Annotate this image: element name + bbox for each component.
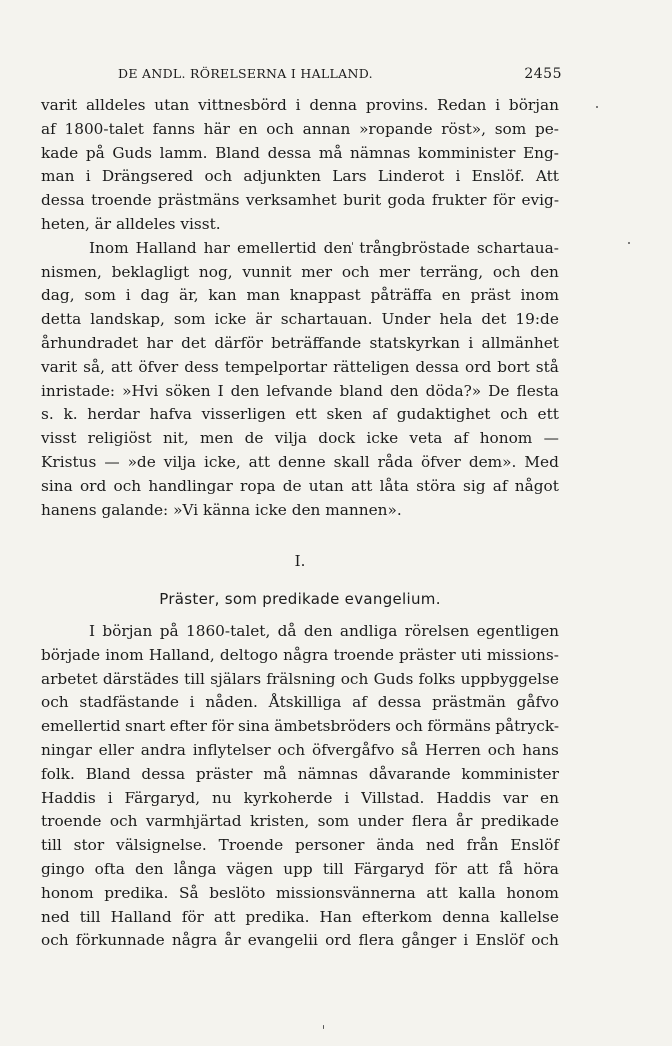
text-line: århundradet har det därför beträffande statskyrkan i allmänhet <box>41 333 559 352</box>
text-line: Haddis i Färgaryd, nu kyrkoherde i Villstad. Haddis var en <box>41 788 559 807</box>
paragraph-1 <box>41 94 559 237</box>
text-line: och stadfästande i nåden. Åtskilliga af dessa prästmän gåfvo <box>41 693 559 712</box>
text-line: kade på Guds lamm. Bland dessa må nämnas komminister Eng- <box>41 143 559 162</box>
text-line: ningar eller andra inflytelser och öfvergåfvo så Herren och hans <box>41 740 559 759</box>
text-line: folk. Bland dessa präster må nämnas dåvarande komminister <box>41 764 559 783</box>
text-line: visst religiöst nit, men de vilja dock icke veta af honom — <box>41 429 559 448</box>
text-line: emellertid snart efter för sina ämbetsbröders och förmäns påtryck- <box>41 717 559 736</box>
text-block-top <box>41 94 559 522</box>
text-line: man i Drängsered och adjunkten Lars Linderot i Enslöf. Att <box>41 167 559 186</box>
text-line: arbetet därstädes till själars frälsning och Guds folks uppbyggelse <box>41 669 559 688</box>
scan-speck <box>352 242 353 245</box>
text-line: heten, är alldeles visst. <box>41 214 221 233</box>
text-line: I början på 1860-talet, då den andliga rörelsen egentligen <box>89 622 559 640</box>
scan-speck <box>628 242 630 244</box>
text-line: gingo ofta den långa vägen upp till Färgaryd för att få höra <box>41 859 559 878</box>
section-title: Präster, som predikade evangelium. <box>159 590 441 608</box>
running-header <box>118 66 562 82</box>
text-line: Inom Halland har emellertid den trångbröstade schartaua- <box>89 238 559 257</box>
text-line: af 1800-talet fanns här en och annan »ropande röst», som pe- <box>41 119 559 138</box>
text-line: detta landskap, som icke är schartauan. Under hela det 19:de <box>41 310 559 329</box>
text-line: dag, som i dag är, kan man knappast påträffa en präst inom <box>41 286 559 305</box>
text-line: honom predika. Så beslöto missionsvännerna att kalla honom <box>41 883 559 902</box>
text-line: Kristus — »de vilja icke, att denne skall råda öfver dem». Med <box>41 452 559 471</box>
paragraph-3 <box>41 620 559 953</box>
text-line: och förkunnade några år evangelii ord flera gånger i Enslöf och <box>41 931 559 950</box>
text-line: hanens galande: »Vi känna icke den mannen». <box>41 500 402 519</box>
text-line: s. k. herdar hafva visserligen ett sken af gudaktighet och ett <box>41 405 559 424</box>
text-line: varit alldeles utan vittnesbörd i denna provins. Redan i början <box>41 96 559 114</box>
paragraph-2 <box>41 237 559 523</box>
running-title: DE ANDL. RÖRELSERNA I HALLAND. <box>118 66 373 81</box>
scan-speck <box>596 106 598 108</box>
text-line: inristade: »Hvi söken I den lefvande bland den döda?» De flesta <box>41 381 559 400</box>
text-line: troende och varmhjärtad kristen, som under flera år predikade <box>41 812 559 831</box>
text-block-bottom <box>41 620 559 953</box>
text-line: ned till Halland för att predika. Han efterkom denna kallelse <box>41 907 559 926</box>
text-line: till stor välsignelse. Troende personer ända ned från Enslöf <box>41 836 559 855</box>
text-line: sina ord och handlingar ropa de utan att låta störa sig af något <box>41 476 559 495</box>
page-number: 2455 <box>524 66 562 82</box>
text-line: dessa troende prästmäns verksamhet burit goda frukter för evig- <box>41 191 559 210</box>
text-line: nismen, beklagligt nog, vunnit mer och mer terräng, och den <box>41 262 559 281</box>
text-line: började inom Halland, deltogo några troende präster uti missions- <box>41 645 559 664</box>
section-number: I. <box>294 552 306 570</box>
scan-speck <box>323 1025 324 1029</box>
text-line: varit så, att öfver dess tempelportar rätteligen dessa ord bort stå <box>41 357 559 376</box>
